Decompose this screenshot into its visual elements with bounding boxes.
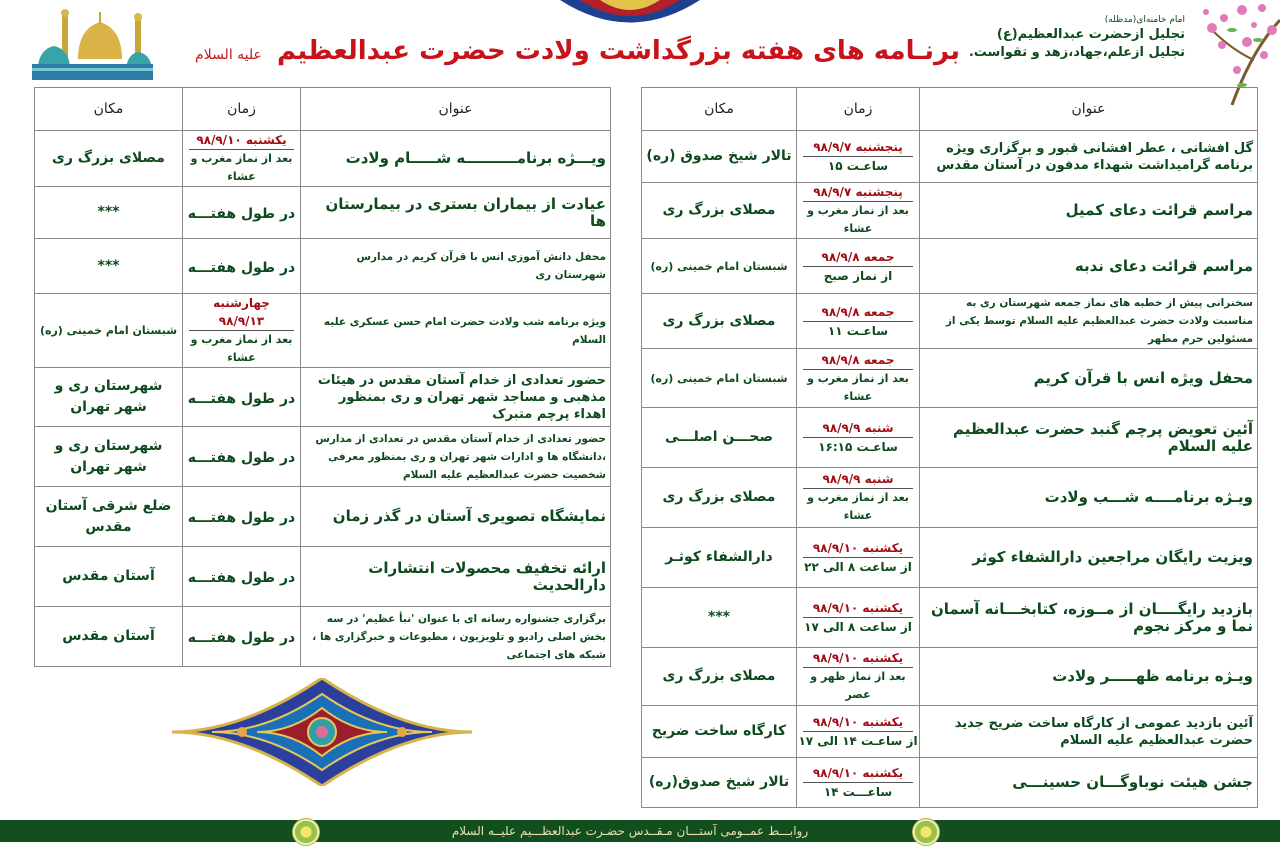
table-row <box>642 588 1258 648</box>
event-time <box>797 758 920 808</box>
event-place: *** <box>35 239 183 294</box>
table-row <box>642 648 1258 706</box>
table-row <box>35 131 611 187</box>
event-period: در طول هفتـــه <box>187 259 296 276</box>
event-time <box>183 487 301 547</box>
table-row <box>642 528 1258 588</box>
event-title: ویـژه برنامه ظهـــــر ولادت <box>920 648 1258 706</box>
event-time <box>183 239 301 294</box>
event-date: جمعه ۹۸/۹/۸ <box>803 248 913 267</box>
event-time <box>797 349 920 408</box>
event-place: شهرستان ری و شهر تهران <box>35 368 183 427</box>
event-hour: بعد از نماز مغرب و عشاء <box>807 204 909 235</box>
event-place: تالار شیخ صدوق(ره) <box>642 758 797 808</box>
top-ornament <box>560 0 700 30</box>
event-period: در طول هفتـــه <box>187 450 296 466</box>
event-place: مصلای بزرگ ری <box>35 131 183 187</box>
event-title: برگزاری جشنواره رسانه ای با عنوان 'نبأ عظیم' در سه بخش اصلی رادیو و تلویزیون ، مطبوعات و خبرگزاری ها ، شبکه های اجتماعی <box>301 607 611 667</box>
event-time <box>183 187 301 239</box>
table-row <box>35 427 611 487</box>
event-title: آئین بازدید عمومی از کارگاه ساخت ضریح جدید حضرت عبدالعظیم علیه السلام <box>920 706 1258 758</box>
event-date: پنجشنبه ۹۸/۹/۷ <box>803 138 913 157</box>
event-date: یکشنبه ۹۸/۹/۱۰ <box>803 713 913 732</box>
event-date: پنجشنبه ۹۸/۹/۷ <box>803 183 913 202</box>
event-hour: بعد از نماز مغرب و عشاء <box>190 152 293 183</box>
event-place: *** <box>642 588 797 648</box>
event-title: جشن هیئت نوباوگـــان حسینـــی <box>920 758 1258 808</box>
event-date: یکشنبه ۹۸/۹/۱۰ <box>803 539 913 558</box>
event-hour: ساعـــت ۱۴ <box>823 785 893 799</box>
event-title: آئین تعویض پرچم گنبد حضرت عبدالعظیم علیه السلام <box>920 408 1258 468</box>
event-date: یکشنبه ۹۸/۹/۱۰ <box>803 649 913 668</box>
event-time <box>183 294 301 368</box>
table-row <box>642 239 1258 294</box>
event-time <box>797 294 920 349</box>
event-place: مصلای بزرگ ری <box>642 294 797 349</box>
table-row <box>642 468 1258 528</box>
event-time <box>797 239 920 294</box>
event-period: در طول هفتـــه <box>187 570 296 586</box>
event-title: بازدید رایگــــان از مــوزه، کتابخـــانه آسمان نما و مرکز نجوم <box>920 588 1258 648</box>
event-title: حضور تعدادی از خدام آستان مقدس در هیئات مذهبی و مساجد شهر تهران و ری بمنظور اهداء پرچم متبرک <box>301 368 611 427</box>
event-date: یکشنبه ۹۸/۹/۱۰ <box>803 764 913 783</box>
arabesque-ornament <box>172 678 472 786</box>
event-time <box>797 183 920 239</box>
event-time <box>797 588 920 648</box>
table-row <box>642 706 1258 758</box>
event-time <box>797 408 920 468</box>
event-title: محفل ویژه انس با قرآن کریم <box>920 349 1258 408</box>
event-hour: از ساعت ۸ الی ۲۲ <box>804 560 912 574</box>
event-place: شهرستان ری و شهر تهران <box>35 427 183 487</box>
table-header-row <box>642 88 1258 131</box>
event-period: در طول هفتـــه <box>187 390 296 407</box>
schedule-table-left <box>34 87 611 667</box>
event-title: ویـژه برنامــــه شـــب ولادت <box>920 468 1258 528</box>
event-hour: بعد از نماز ظهر و عصر <box>810 670 906 701</box>
column-header-title: عنوان <box>920 88 1258 131</box>
column-header-place: مکان <box>35 88 183 131</box>
event-date: جمعه ۹۸/۹/۸ <box>803 351 913 370</box>
event-title: محفل دانش آموزی انس با قرآن کریم در مدارس شهرستان ری <box>301 239 611 294</box>
event-title: حضور تعدادی از خدام آستان مقدس در تعدادی از مدارس ،دانشگاه ها و ادارات شهر تهران و ری بمنظور معرفی شخصیت حضرت عبدالعظیم علیه السلام <box>301 427 611 487</box>
event-hour: از ساعت ۸ الی ۱۷ <box>804 620 912 634</box>
leader-quote <box>968 14 1185 78</box>
event-date: یکشنبه ۹۸/۹/۱۰ <box>189 131 294 150</box>
event-place: آستان مقدس <box>35 607 183 667</box>
event-place: شبستان امام خمینی (ره) <box>642 349 797 408</box>
schedule-table-right <box>641 87 1258 808</box>
event-title: عیادت از بیماران بستری در بیمارستان ها <box>301 187 611 239</box>
table-row <box>642 349 1258 408</box>
event-time <box>797 468 920 528</box>
event-place: مصلای بزرگ ری <box>642 468 797 528</box>
event-place: کارگاه ساخت ضریح <box>642 706 797 758</box>
table-row <box>35 239 611 294</box>
table-header-row <box>35 88 611 131</box>
table-row <box>642 408 1258 468</box>
event-title: مراسم قرائت دعای ندبه <box>920 239 1258 294</box>
table-row <box>642 131 1258 183</box>
event-time <box>183 368 301 427</box>
event-date: یکشنبه ۹۸/۹/۱۰ <box>803 599 913 618</box>
event-title: مراسم قرائت دعای کمیل <box>920 183 1258 239</box>
event-time <box>183 607 301 667</box>
event-place: دارالشفاء کوثـر <box>642 528 797 588</box>
table-row <box>642 294 1258 349</box>
event-place: مصلای بزرگ ری <box>642 183 797 239</box>
quote-source: امام خامنه‌ای(مدظله) <box>1104 15 1185 25</box>
table-row <box>35 187 611 239</box>
table-row <box>35 294 611 368</box>
event-hour: ساعـت ۱۱ <box>827 323 889 338</box>
event-place: آستان مقدس <box>35 547 183 607</box>
event-hour: بعد از نماز مغرب و عشاء <box>807 371 909 403</box>
event-place: ضلع شرقی آستان مقدس <box>35 487 183 547</box>
quote-line-2: تجلیل ازعلم،جهاد،زهد و تقواست. <box>968 45 1185 60</box>
table-row <box>642 183 1258 239</box>
event-date: جمعه ۹۸/۹/۸ <box>803 303 913 322</box>
page-title-text: برنـامه های هفته بزرگداشت ولادت حضرت عبدالعظیم <box>276 36 960 66</box>
column-header-time: زمان <box>797 88 920 131</box>
event-hour: ساعـت ۱۵ <box>827 159 889 173</box>
event-title: ویژه برنامه شب ولادت حضرت امام حسن عسکری علیه السلام <box>301 294 611 368</box>
event-hour: از ساعـت ۱۴ الی ۱۷ <box>798 734 918 748</box>
table-row <box>35 607 611 667</box>
table-row <box>35 487 611 547</box>
event-date: شنبه ۹۸/۹/۹ <box>803 470 913 489</box>
event-hour: از نماز صبح <box>823 268 893 283</box>
event-place: صحـــن اصلـــی <box>642 408 797 468</box>
shrine-dome-icon <box>30 4 155 82</box>
event-time <box>797 648 920 706</box>
event-title: ویـــژه برنامــــــــــه شـــــام ولادت <box>301 131 611 187</box>
event-hour: ساعـت ۱۶:۱۵ <box>818 440 898 454</box>
event-place: تالار شیخ صدوق (ره) <box>642 131 797 183</box>
column-header-time: زمان <box>183 88 301 131</box>
footer-credit: روابـــط عمــومی آستـــان مـقــدس حضـرت عبدالعظـــیم علیــه السلام <box>451 824 809 838</box>
event-hour: بعد از نماز مغرب و عشاء <box>190 333 293 364</box>
event-place: شبستان امام خمینی (ره) <box>35 294 183 368</box>
event-place: *** <box>35 187 183 239</box>
event-time <box>183 131 301 187</box>
event-date: چهارشنبه ۹۸/۹/۱۳ <box>189 294 294 331</box>
event-title: گل افشانی ، عطر افشانی قبور و برگزاری ویژه برنامه گرامیداشت شهداء مدفون در آستان مقدس <box>920 131 1258 183</box>
table-row <box>35 368 611 427</box>
quote-line-1: تجلیل ازحضرت عبدالعظیم(ع) <box>996 27 1185 42</box>
event-period: در طول هفتـــه <box>187 510 296 526</box>
column-header-place: مکان <box>642 88 797 131</box>
event-title: سخنرانی پیش از خطبه های نماز جمعه شهرستان ری به مناسبت ولادت حضرت عبدالعظیم علیه السلام توسط یکی از مسئولین حرم مطهر <box>920 294 1258 349</box>
page-title <box>195 36 960 76</box>
event-time <box>797 528 920 588</box>
event-title: نمایشگاه تصویری آستان در گذر زمان <box>301 487 611 547</box>
event-time <box>183 547 301 607</box>
event-time <box>183 427 301 487</box>
emblem-icon <box>292 818 320 846</box>
event-period: در طول هفتـــه <box>187 630 296 646</box>
event-title: ویزیت رایگان مراجعین دارالشفاء کوثر <box>920 528 1258 588</box>
event-place: مصلای بزرگ ری <box>642 648 797 706</box>
event-time <box>797 706 920 758</box>
event-place: شبستان امام خمینی (ره) <box>642 239 797 294</box>
table-row <box>35 547 611 607</box>
event-title: ارائه تخفیف محصولات انتشارات دارالحدیث <box>301 547 611 607</box>
event-period: در طول هفتـــه <box>187 206 296 222</box>
event-time <box>797 131 920 183</box>
page-title-suffix: علیه السلام <box>195 47 262 63</box>
column-header-title: عنوان <box>301 88 611 131</box>
event-date: شنبه ۹۸/۹/۹ <box>803 419 913 438</box>
event-hour: بعد از نماز مغرب و عشاء <box>807 491 909 522</box>
table-row <box>642 758 1258 808</box>
